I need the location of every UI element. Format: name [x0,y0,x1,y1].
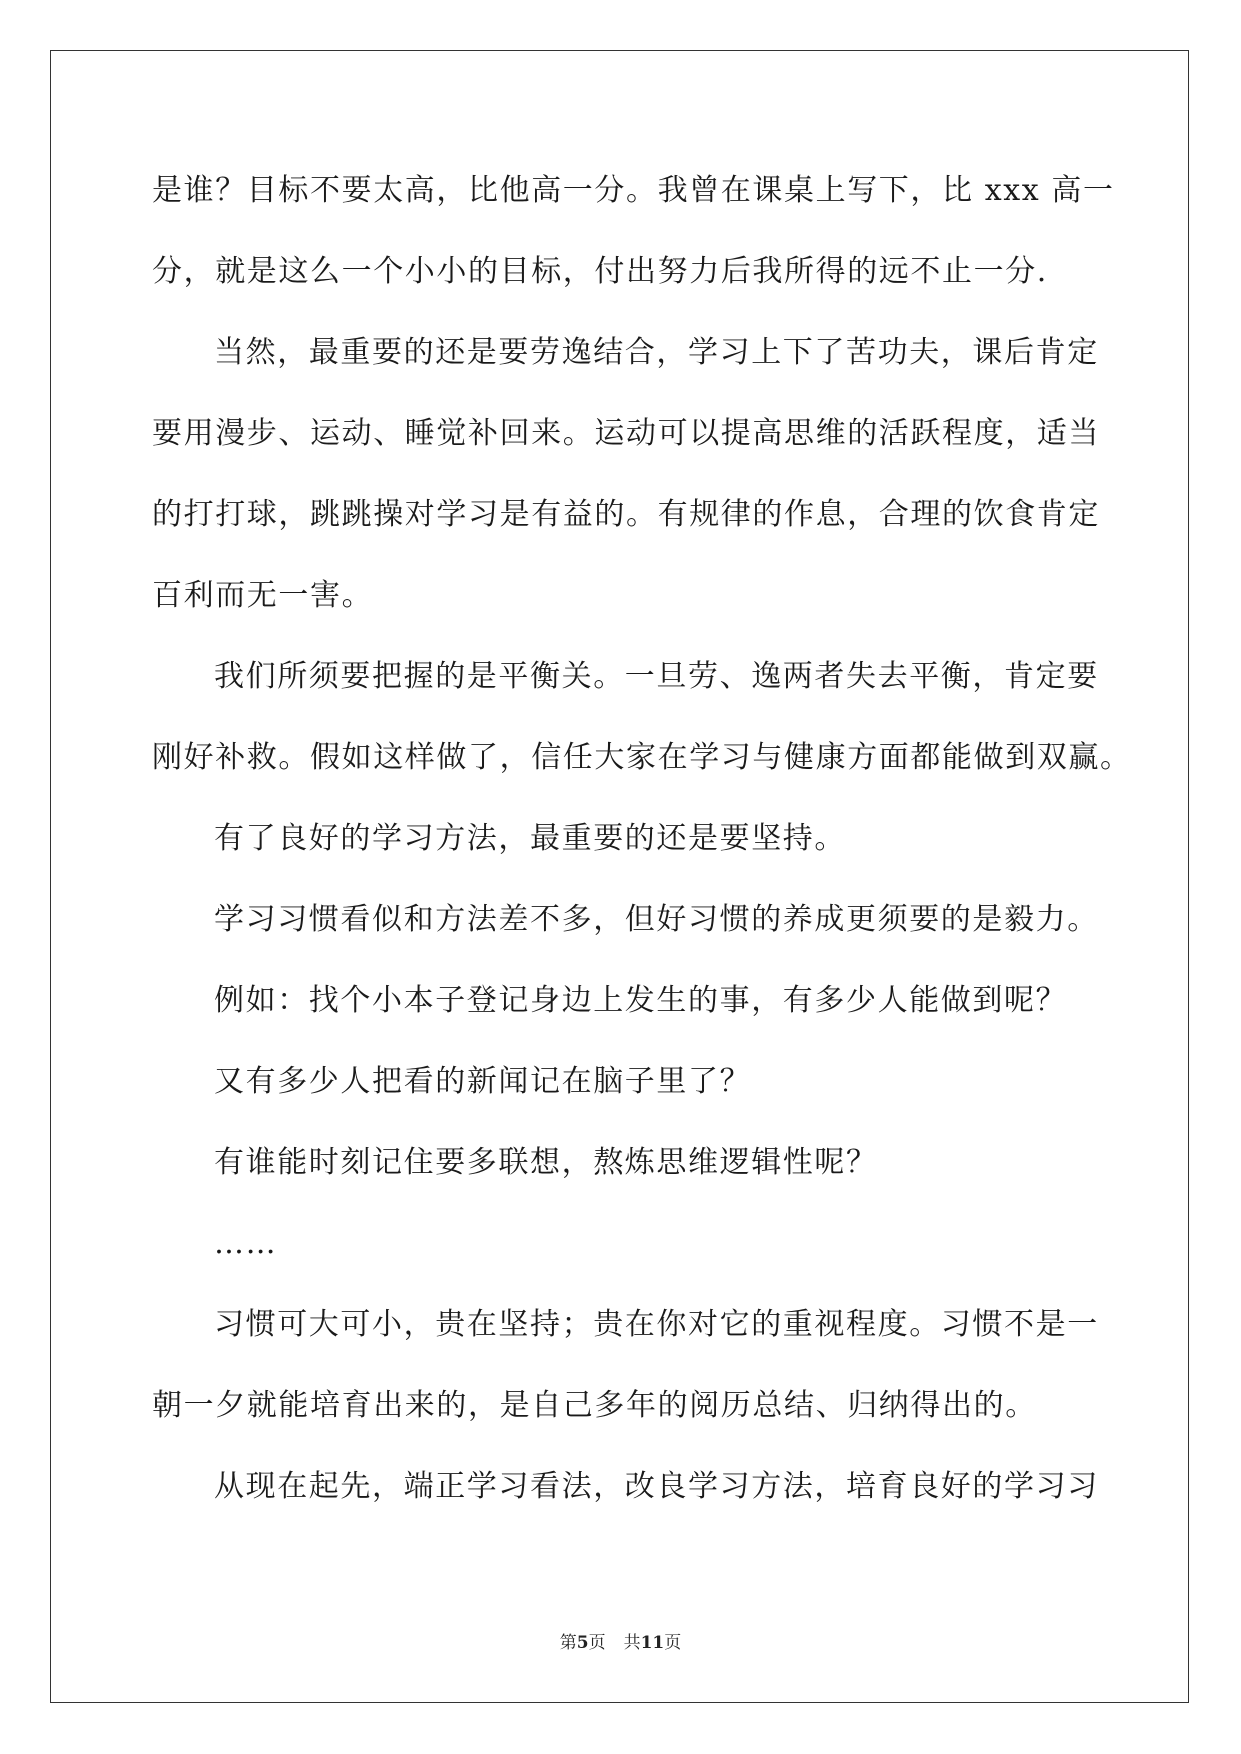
page-prefix: 第 [559,1633,577,1653]
text-line: 习惯可大可小，贵在坚持；贵在你对它的重视程度。习惯不是一 [214,1307,1099,1342]
text-line: 例如：找个小本子登记身边上发生的事，有多少人能做到呢？ [214,983,1068,1018]
text-line: 我们所须要把握的是平衡关。一旦劳、逸两者失去平衡，肯定要 [214,659,1099,694]
document-body [152,150,1132,1527]
total-suffix: 页 [664,1633,682,1653]
text-line: 学习习惯看似和方法差不多，但好习惯的养成更须要的是毅力。 [214,902,1099,937]
text-line: 分，就是这么一个小小的目标，付出努力后我所得的远不止一分. [152,254,1048,289]
text-line: 从现在起先，端正学习看法，改良学习方法，培育良好的学习习 [214,1469,1099,1504]
page-current: 5 [576,1633,589,1653]
text-line: 朝一夕就能培育出来的，是自己多年的阅历总结、归纳得出的。 [152,1388,1037,1423]
text-line: 有了良好的学习方法，最重要的还是要坚持。 [214,821,846,856]
text-line: 百利而无一害。 [152,578,374,613]
text-line: 又有多少人把看的新闻记在脑子里了？ [214,1064,752,1099]
text-line: 有谁能时刻记住要多联想，熬炼思维逻辑性呢？ [214,1145,878,1180]
text-line: 刚好补救。假如这样做了，信任大家在学习与健康方面都能做到双赢。 [152,740,1132,775]
text-line: 是谁？目标不要太高，比他高一分。我曾在课桌上写下，比 xxx 高一 [152,173,1115,208]
page-suffix: 页 [588,1633,606,1653]
total-prefix: 共 [623,1633,641,1653]
text-line: …… [214,1226,278,1261]
text-line: 的打打球，跳跳操对学习是有益的。有规律的作息，合理的饮食肯定 [152,497,1100,532]
page-footer [0,1628,1241,1653]
page-total: 11 [640,1633,665,1653]
text-line: 当然，最重要的还是要劳逸结合，学习上下了苦功夫，课后肯定 [214,335,1099,370]
text-line: 要用漫步、运动、睡觉补回来。运动可以提高思维的活跃程度，适当 [152,416,1100,451]
